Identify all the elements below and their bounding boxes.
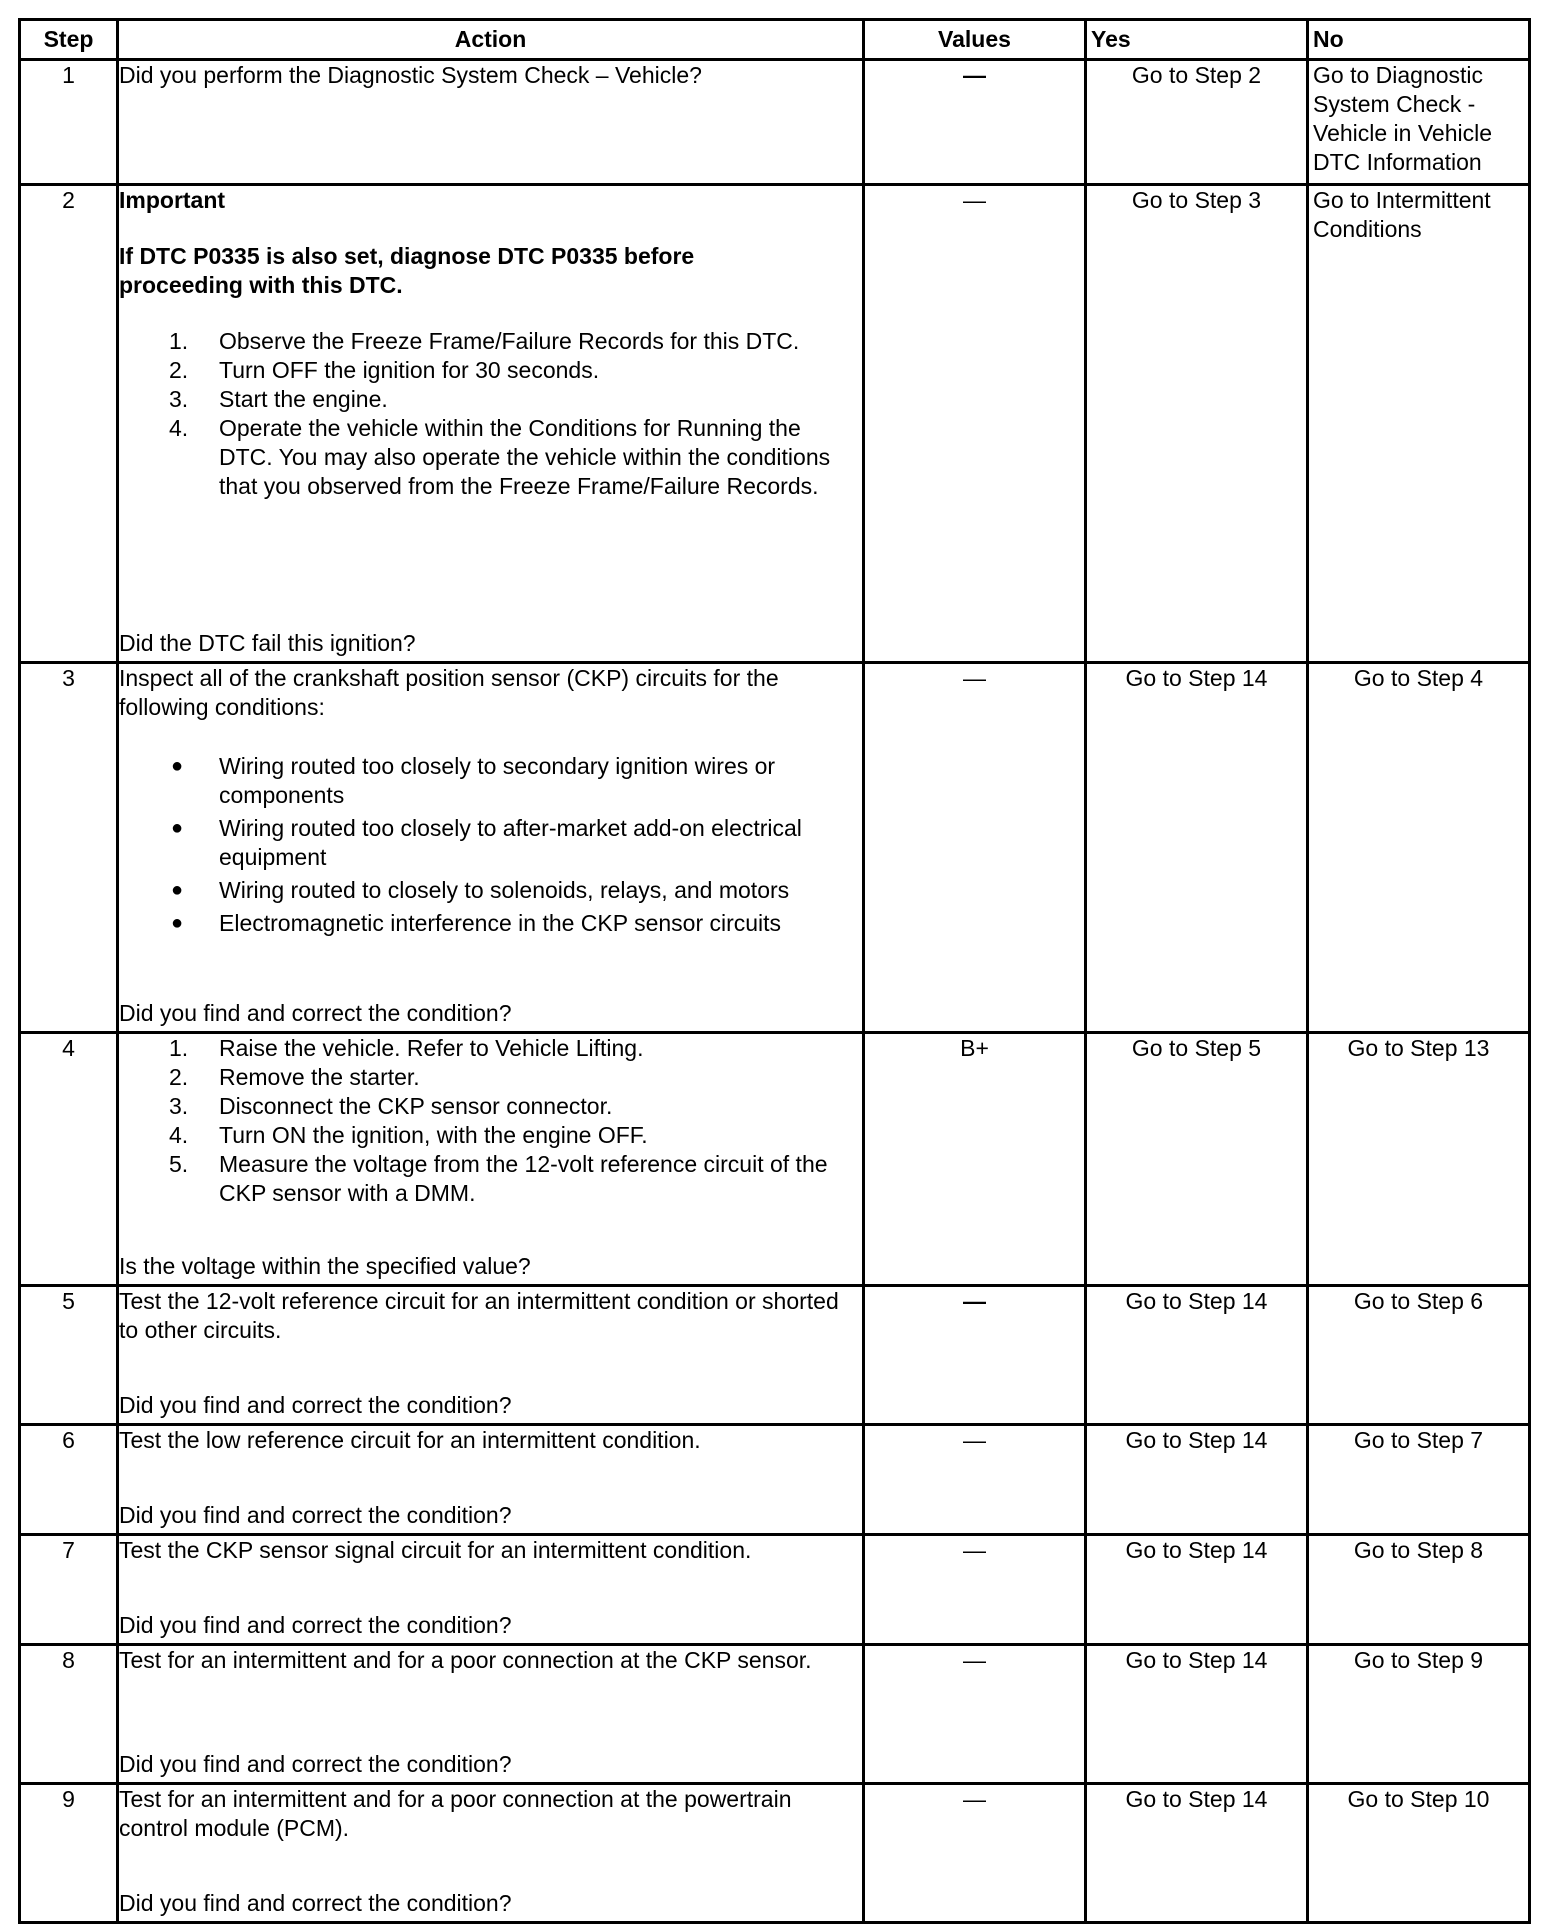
step-number: 7	[20, 1535, 118, 1645]
no-link[interactable]: Go to Step 9	[1353, 1647, 1484, 1673]
action-question: Did you find and correct the condition?	[119, 1392, 512, 1418]
action-intro: Test the 12-volt reference circuit for an intermittent condition or shorted to other circuits.	[119, 1288, 839, 1343]
procedure-step: 3. Disconnect the CKP sensor connector.	[169, 1093, 613, 1119]
no-link-line: Go to Diagnostic	[1313, 62, 1484, 88]
action-cell	[118, 1535, 864, 1645]
yes-link[interactable]: Go to Step 3	[1131, 187, 1262, 213]
yes-cell	[1086, 60, 1308, 185]
important-label: Important	[119, 187, 226, 213]
table-row	[20, 1535, 1530, 1645]
yes-cell	[1086, 1033, 1308, 1286]
value-cell: B+	[864, 1033, 1086, 1286]
action-question: Did you find and correct the condition?	[119, 1890, 512, 1916]
procedure-list	[119, 1034, 862, 1208]
yes-link[interactable]: Go to Step 14	[1125, 1427, 1268, 1453]
no-link[interactable]: Go to Step 8	[1353, 1537, 1484, 1563]
condition-item: ● Wiring routed too closely to secondary ignition wires or components	[171, 753, 776, 808]
yes-cell	[1086, 1425, 1308, 1535]
header-values: Values	[864, 20, 1086, 60]
procedure-step: 2. Turn OFF the ignition for 30 seconds.	[169, 357, 600, 383]
action-question: Did you perform the Diagnostic System Check – Vehicle?	[119, 62, 702, 88]
procedure-list	[119, 327, 862, 501]
table-row	[20, 60, 1530, 185]
yes-cell	[1086, 185, 1308, 663]
no-cell	[1308, 663, 1530, 1033]
value-cell: —	[864, 1425, 1086, 1535]
table-row	[20, 1425, 1530, 1535]
table-row	[20, 1645, 1530, 1784]
header-yes: Yes	[1086, 20, 1308, 60]
no-cell	[1308, 1645, 1530, 1784]
header-no: No	[1308, 20, 1530, 60]
step-number: 2	[20, 185, 118, 663]
step-number: 8	[20, 1645, 118, 1784]
yes-link[interactable]: Go to Step 14	[1125, 1786, 1268, 1812]
procedure-step: 5. Measure the voltage from the 12-volt reference circuit of the CKP sensor with a DMM.	[169, 1151, 828, 1206]
no-cell	[1308, 60, 1530, 185]
yes-link[interactable]: Go to Step 14	[1125, 1288, 1268, 1314]
no-link-line: Conditions	[1313, 216, 1422, 242]
step-number: 4	[20, 1033, 118, 1286]
no-cell	[1308, 1286, 1530, 1425]
procedure-step: 1. Observe the Freeze Frame/Failure Records for this DTC.	[169, 328, 800, 354]
action-question: Did you find and correct the condition?	[119, 1612, 512, 1638]
step-number: 5	[20, 1286, 118, 1425]
step-number: 9	[20, 1784, 118, 1923]
table-row	[20, 1286, 1530, 1425]
action-intro: Test the CKP sensor signal circuit for an intermittent condition.	[119, 1537, 752, 1563]
no-link[interactable]: Go to Step 10	[1347, 1786, 1490, 1812]
condition-item: ● Wiring routed too closely to after-market add-on electrical equipment	[171, 815, 802, 870]
value-cell: —	[864, 60, 1086, 185]
yes-link[interactable]: Go to Step 5	[1131, 1035, 1262, 1061]
header-step: Step	[20, 20, 118, 60]
no-link[interactable]	[1309, 186, 1528, 244]
table-row	[20, 185, 1530, 663]
action-cell	[118, 1645, 864, 1784]
yes-cell	[1086, 1645, 1308, 1784]
yes-link[interactable]: Go to Step 14	[1125, 665, 1268, 691]
action-cell	[118, 185, 864, 663]
no-cell	[1308, 1033, 1530, 1286]
procedure-step: 2. Remove the starter.	[169, 1064, 420, 1090]
diagnostic-page	[18, 18, 1528, 1924]
no-link[interactable]: Go to Step 13	[1347, 1035, 1490, 1061]
yes-cell	[1086, 1535, 1308, 1645]
procedure-step: 4. Turn ON the ignition, with the engine OFF.	[169, 1122, 648, 1148]
no-link-line: Vehicle in Vehicle	[1313, 120, 1493, 146]
diagnostic-table	[18, 18, 1531, 1924]
value-cell: —	[864, 663, 1086, 1033]
procedure-step: 4. Operate the vehicle within the Conditions for Running the DTC. You may also operate the vehicle within the conditions that you observed from the Freeze Frame/Failure Records.	[169, 415, 831, 499]
action-cell	[118, 60, 864, 185]
table-row	[20, 1033, 1530, 1286]
condition-item: ● Wiring routed to closely to solenoids, relays, and motors	[171, 877, 790, 903]
action-question: Did you find and correct the condition?	[119, 1751, 512, 1777]
procedure-step: 1. Raise the vehicle. Refer to Vehicle Lifting.	[169, 1035, 644, 1061]
no-cell	[1308, 1535, 1530, 1645]
action-intro: Inspect all of the crankshaft position sensor (CKP) circuits for the following conditions:	[119, 665, 779, 720]
no-link[interactable]: Go to Step 7	[1353, 1427, 1484, 1453]
action-question: Did you find and correct the condition?	[119, 1502, 512, 1528]
condition-item: ● Electromagnetic interference in the CKP sensor circuits	[171, 910, 782, 936]
table-row	[20, 663, 1530, 1033]
action-question: Did the DTC fail this ignition?	[119, 630, 416, 656]
yes-link[interactable]: Go to Step 2	[1131, 62, 1262, 88]
yes-cell	[1086, 1784, 1308, 1923]
no-cell	[1308, 185, 1530, 663]
action-intro: Test for an intermittent and for a poor connection at the CKP sensor.	[119, 1647, 812, 1673]
table-row	[20, 1784, 1530, 1923]
no-cell	[1308, 1784, 1530, 1923]
step-number: 3	[20, 663, 118, 1033]
value-cell: —	[864, 1784, 1086, 1923]
step-number: 1	[20, 60, 118, 185]
yes-link[interactable]: Go to Step 14	[1125, 1647, 1268, 1673]
value-cell: —	[864, 1535, 1086, 1645]
condition-list	[119, 752, 862, 938]
no-link[interactable]: Go to Step 4	[1353, 665, 1484, 691]
action-intro: Test the low reference circuit for an intermittent condition.	[119, 1427, 701, 1453]
procedure-step: 3. Start the engine.	[169, 386, 388, 412]
no-link-line: Go to Intermittent	[1313, 187, 1491, 213]
no-link[interactable]: Go to Step 6	[1353, 1288, 1484, 1314]
value-cell: —	[864, 1286, 1086, 1425]
action-question: Did you find and correct the condition?	[119, 1000, 512, 1026]
important-note: If DTC P0335 is also set, diagnose DTC P0335 before proceeding with this DTC.	[119, 243, 695, 298]
yes-link[interactable]: Go to Step 14	[1125, 1537, 1268, 1563]
action-cell	[118, 1425, 864, 1535]
yes-cell	[1086, 663, 1308, 1033]
action-cell	[118, 1286, 864, 1425]
header-row	[20, 20, 1530, 60]
no-cell	[1308, 1425, 1530, 1535]
action-question: Is the voltage within the specified value?	[119, 1253, 531, 1279]
action-cell	[118, 663, 864, 1033]
header-action: Action	[118, 20, 864, 60]
action-cell	[118, 1033, 864, 1286]
no-link-line: System Check -	[1313, 91, 1476, 117]
yes-cell	[1086, 1286, 1308, 1425]
step-number: 6	[20, 1425, 118, 1535]
no-link[interactable]	[1309, 61, 1528, 177]
action-intro: Test for an intermittent and for a poor connection at the powertrain control module (PCM).	[119, 1786, 792, 1841]
no-link-line: DTC Information	[1313, 149, 1482, 175]
value-cell: —	[864, 1645, 1086, 1784]
value-cell: —	[864, 185, 1086, 663]
action-cell	[118, 1784, 864, 1923]
